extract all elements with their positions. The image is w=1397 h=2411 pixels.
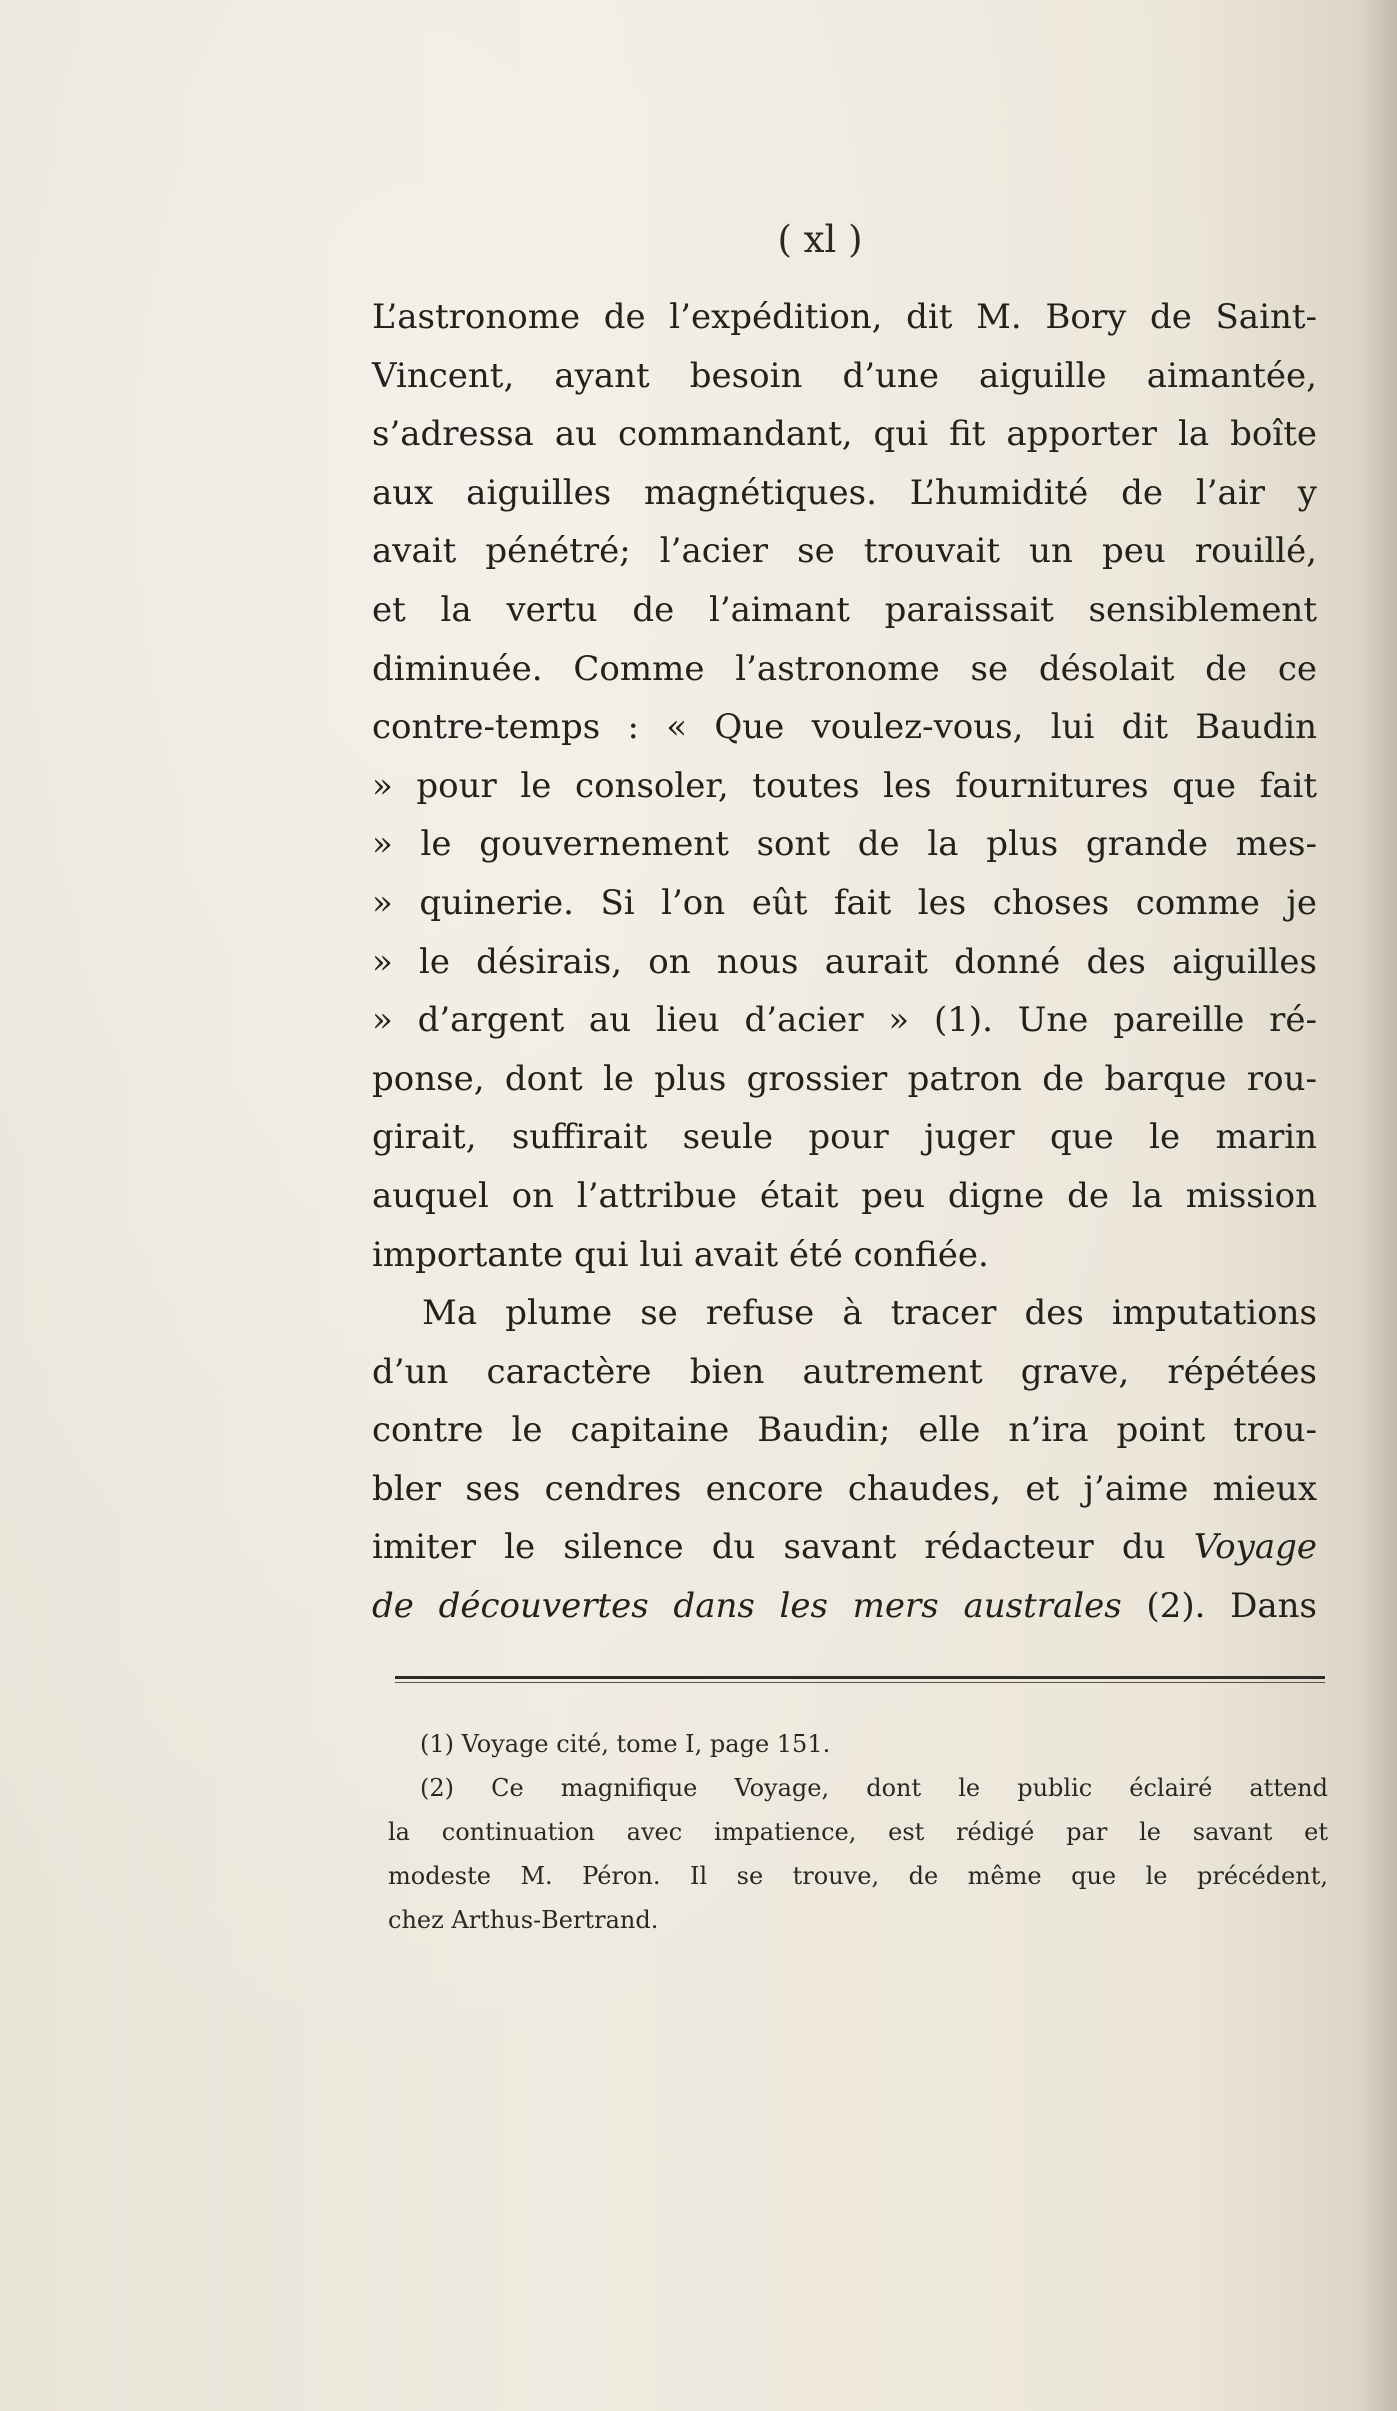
- text-line: diminuée. Comme l’astronome se désolait de ce: [372, 648, 1317, 689]
- text-line-with-italic: [372, 1518, 1317, 1577]
- text-line: » d’argent au lieu d’acier » (1). Une pareille ré-: [372, 1000, 1317, 1041]
- footnote-2-line: (2) Ce magnifique Voyage, dont le public éclairé attend: [420, 1774, 1328, 1802]
- footnote-rule-thin: [395, 1682, 1325, 1683]
- page-edge-shadow: [1361, 0, 1397, 2411]
- footnote-2-line: la continuation avec impatience, est rédigé par le savant et: [388, 1818, 1328, 1846]
- text-line: s’adressa au commandant, qui fit apporter la boîte: [372, 414, 1317, 455]
- text-line: » le gouvernement sont de la plus grande mes-: [372, 824, 1317, 865]
- text-line: auquel on l’attribue était peu digne de la mission: [372, 1175, 1317, 1216]
- text-line: d’un caractère bien autrement grave, répétées: [372, 1351, 1317, 1392]
- page-number: ( xl ): [777, 218, 863, 261]
- footnote-1: (1) Voyage cité, tome I, page 151.: [420, 1730, 831, 1758]
- text-line: contre le capitaine Baudin; elle n’ira point trou-: [372, 1410, 1317, 1451]
- footnote-rule: [395, 1676, 1325, 1679]
- text-line: importante qui lui avait été confiée.: [372, 1234, 989, 1275]
- text-line: girait, suffirait seule pour juger que le marin: [372, 1117, 1317, 1158]
- text-line: » quinerie. Si l’on eût fait les choses comme je: [372, 882, 1317, 923]
- text-line: Ma plume se refuse à tracer des imputations: [422, 1293, 1317, 1334]
- main-text: [372, 288, 1317, 1636]
- text-line: L’astronome de l’expédition, dit M. Bory de Saint-: [372, 297, 1317, 337]
- footnote-2-line: chez Arthus-Bertrand.: [388, 1906, 659, 1934]
- text-segment: (2). Dans: [1121, 1586, 1317, 1627]
- text-line: aux aiguilles magnétiques. L’humidité de l’air y: [372, 472, 1317, 513]
- text-line: bler ses cendres encore chaudes, et j’aime mieux: [372, 1468, 1317, 1509]
- footnote-2-line: modeste M. Péron. Il se trouve, de même que le précédent,: [388, 1862, 1328, 1890]
- text-segment: imiter le silence du savant rédacteur du: [372, 1527, 1166, 1568]
- text-line-final: [372, 1577, 1317, 1636]
- text-line: avait pénétré; l’acier se trouvait un peu rouillé,: [372, 531, 1317, 572]
- text-line: ponse, dont le plus grossier patron de barque rou-: [372, 1058, 1317, 1099]
- footnotes: [388, 1722, 1328, 1942]
- text-line: Vincent, ayant besoin d’une aiguille aimantée,: [372, 355, 1317, 396]
- text-line: et la vertu de l’aimant paraissait sensiblement: [372, 589, 1317, 630]
- text-line: » pour le consoler, toutes les fournitures que fait: [372, 765, 1317, 806]
- italic-title: Voyage: [1193, 1527, 1317, 1568]
- italic-title: de découvertes dans les mers australes: [372, 1586, 1122, 1627]
- text-line: contre-temps : « Que voulez-vous, lui dit Baudin: [372, 707, 1317, 748]
- text-line: » le désirais, on nous aurait donné des aiguilles: [372, 941, 1317, 982]
